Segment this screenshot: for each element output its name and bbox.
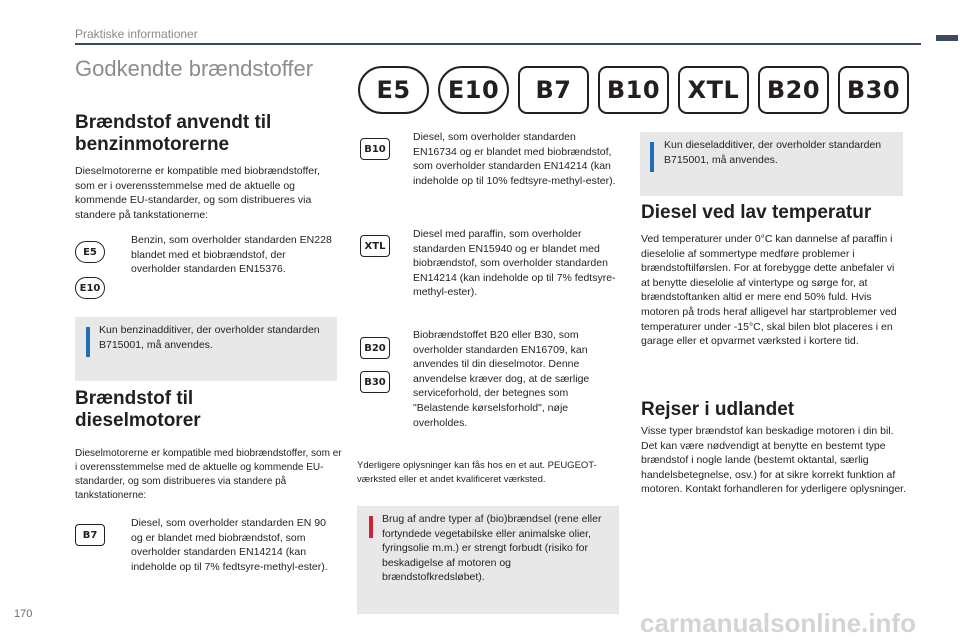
abroad-text: Visse typer brændstof kan beskadige motoren i din bil. Det kan være nødvendigt at benytte en bestemt type brændstof i nogle lande (bestemt oktantal, særlig handelsbetegnelse, osv.) for at sikre korrekt funktion af motoren. Kontakt forhandleren for yderligere oplysninger. bbox=[641, 425, 906, 496]
e10-badge: E10 bbox=[75, 277, 105, 299]
low-temp-title: Diesel ved lav temperatur bbox=[641, 202, 872, 223]
b7-badge: B7 bbox=[75, 524, 105, 546]
b10-text: Diesel, som overholder standarden EN16734 og er blandet med biobrændstof, som overholder standarden EN14214 (kan indeholde op til 10% fedtsyre-methyl-ester). bbox=[413, 131, 616, 187]
b20-badge: B20 bbox=[360, 337, 390, 359]
fuel-label-b30: B30 bbox=[838, 66, 909, 114]
petrol-title-line1: Brændstof anvendt til bbox=[75, 112, 272, 133]
fuel-label-b20: B20 bbox=[758, 66, 829, 114]
b30-badge: B30 bbox=[360, 371, 390, 393]
xtl-text: Diesel med paraffin, som overholder standarden EN15940 og er blandet med biobrændstof, som overholder standarden EN14214 (kan indeholde op til 7% fedtsyre-methyl-ester). bbox=[413, 228, 616, 299]
more-info-text: Yderligere oplysninger kan fås hos en et aut. PEUGEOT-værksted eller et andet kvalificeret værksted. bbox=[357, 460, 597, 485]
diesel-note-text: Kun dieseladditiver, der overholder standarden B715001, må anvendes. bbox=[664, 139, 882, 166]
petrol-intro: Dieselmotorerne er kompatible med biobrændstoffer, som er i overensstemmelse med de aktuelle og kommende EU-standarder, og som distribueres via standere på tankstationerne: bbox=[75, 165, 320, 221]
petrol-note-text: Kun benzinadditiver, der overholder standarden B715001, må anvendes. bbox=[99, 324, 320, 351]
header-accent-bar bbox=[936, 35, 958, 41]
low-temp-text: Ved temperaturer under 0°C kan dannelse af paraffin i dieselolie af sommertype medføre problemer i brændstoftilførslen. For at forebygge dette anbefaler vi at benytte dieselolie af vintertype og sørge for, at brændstoftanken altid er mere end 50% fuld. Hvis motoren på trods heraf alligevel har startproblemer ved temperaturer under -15°C, skal bilen blot placeres i en garage eller et opvarmet værksted i kortere tid. bbox=[641, 233, 897, 348]
warning-text: Brug af andre typer af (bio)brændsel (rene eller fortyndede vegetabilske eller animalske olier, fyringsolie m.m.) er strengt forbudt (risiko for beskadigelse af motoren og brændstofkredsløbet). bbox=[382, 513, 602, 584]
info-icon bbox=[650, 142, 654, 172]
diesel-title-line1: Brændstof til bbox=[75, 388, 194, 409]
page-number: 170 bbox=[14, 608, 33, 620]
petrol-fuel-text: Benzin, som overholder standarden EN228 blandet med et biobrændstof, der overholder standarden EN15376. bbox=[131, 234, 332, 276]
fuel-label-e10: E10 bbox=[438, 66, 509, 114]
xtl-badge: XTL bbox=[360, 235, 390, 257]
fuel-label-e5: E5 bbox=[358, 66, 429, 114]
diesel-additive-note bbox=[640, 132, 903, 196]
b10-badge: B10 bbox=[360, 138, 390, 160]
section-header: Praktiske informationer bbox=[75, 27, 198, 41]
petrol-additive-note bbox=[75, 317, 337, 381]
warning-icon bbox=[369, 516, 373, 538]
diesel-intro: Dieselmotorerne er kompatible med biobrændstoffer, som er i overensstemmelse med de aktuelle og kommende EU-standarder, og som distribueres via standere på tankstationerne: bbox=[75, 448, 342, 501]
abroad-title: Rejser i udlandet bbox=[641, 399, 795, 420]
petrol-title-line2: benzinmotorerne bbox=[75, 134, 230, 155]
page-title: Godkendte brændstoffer bbox=[75, 56, 314, 81]
b20-b30-text: Biobrændstoffet B20 eller B30, som overholder standarden EN16709, kan anvendes til din dieselmotor. Denne anvendelse kræver dog, at de særlige serviceforhold, der betegnes som "Belastende kørselsforhold", nøje overholdes. bbox=[413, 329, 590, 429]
info-icon bbox=[86, 327, 90, 357]
diesel-title-line2: dieselmotorer bbox=[75, 410, 201, 431]
fuel-label-xtl: XTL bbox=[678, 66, 749, 114]
e5-badge: E5 bbox=[75, 241, 105, 263]
watermark: carmanualsonline.info bbox=[640, 608, 916, 638]
warning-note bbox=[357, 506, 619, 614]
petrol-section-title bbox=[75, 112, 345, 156]
b7-text: Diesel, som overholder standarden EN 90 og er blandet med biobrændstof, som overholder standarden EN14214 (kan indeholde op til 7% fedtsyre-methyl-ester). bbox=[131, 517, 328, 573]
fuel-label-b7: B7 bbox=[518, 66, 589, 114]
diesel-section-title bbox=[75, 388, 345, 432]
fuel-label-b10: B10 bbox=[598, 66, 669, 114]
header-divider bbox=[75, 43, 921, 45]
